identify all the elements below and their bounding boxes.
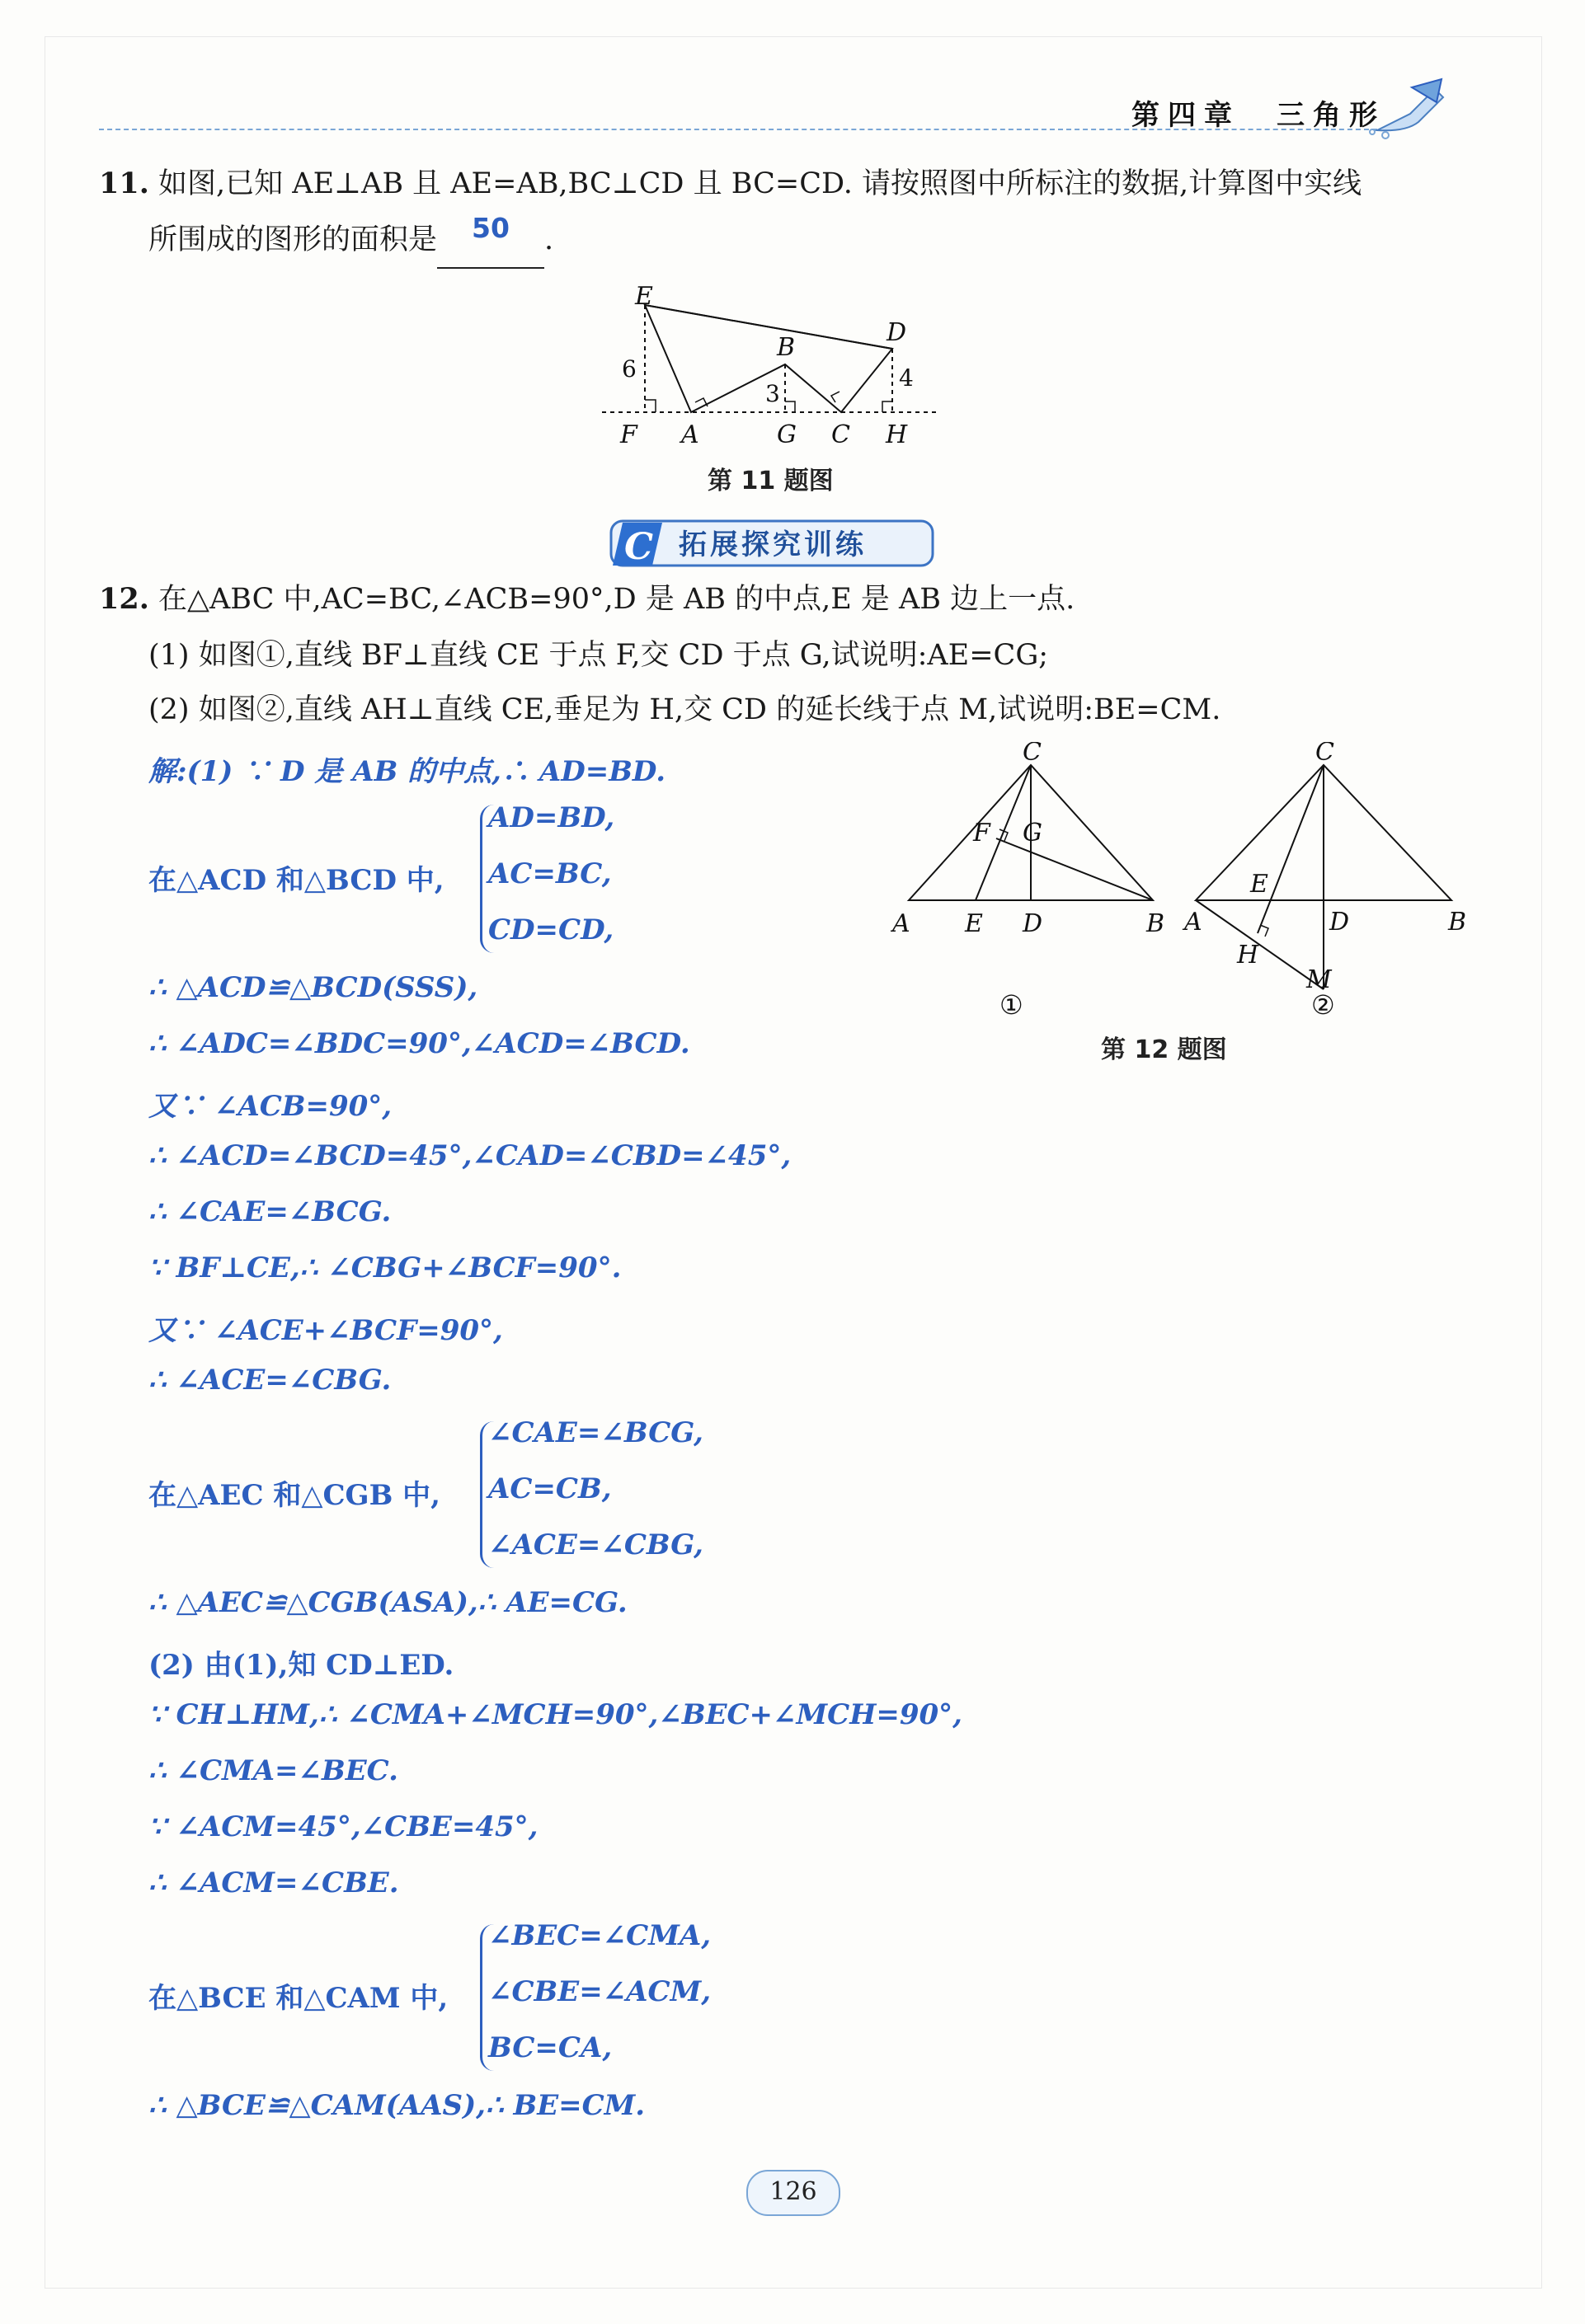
fig12-1-bf	[996, 838, 1153, 900]
fig11-num-4: 4	[899, 364, 914, 392]
fig12-1-label-e: E	[965, 909, 983, 938]
q11-answer-blank	[437, 213, 544, 269]
q11-line2	[148, 213, 553, 269]
solution-line-11: (2) 由(1),知 CD⊥ED.	[148, 1649, 454, 1682]
fig12-1-label-f: F	[973, 819, 990, 847]
fig11-label-e: E	[635, 284, 653, 311]
fig11-caption: 第 11 题图	[708, 467, 834, 495]
fig12-1-label-c: C	[1023, 742, 1042, 767]
q11-period: .	[544, 223, 554, 256]
page-number: 126	[746, 2170, 840, 2216]
fig12-2-label-c: C	[1315, 742, 1334, 767]
system1-line: CD=CD,	[488, 913, 614, 946]
fig12-2-label-m: M	[1306, 965, 1332, 994]
fig12-2-label-d: D	[1329, 908, 1350, 937]
system3-lead: 在△BCE 和△CAM 中,	[148, 1982, 449, 2015]
solution-line-13: ∴ ∠CMA=∠BEC.	[148, 1754, 398, 1787]
fig12-1-label-b: B	[1146, 909, 1165, 938]
q11-answer: 50	[472, 212, 510, 244]
solution-line-2: ∴ △ACD≌△BCD(SSS),	[148, 971, 478, 1004]
solution-line-6: ∴ ∠CAE=∠BCG.	[148, 1195, 392, 1228]
system3-line: BC=CA,	[488, 2031, 613, 2064]
system3-line: ∠BEC=∠CMA,	[488, 1919, 712, 1952]
q11-number: 11.	[99, 167, 149, 200]
solution-line-12: ∵ CH⊥HM,∴ ∠CMA+∠MCH=90°,∠BEC+∠MCH=90°,	[148, 1698, 962, 1731]
solution-line-5: ∴ ∠ACD=∠BCD=45°,∠CAD=∠CBD=∠45°,	[148, 1139, 792, 1172]
fig12-1-number: ①	[999, 989, 1023, 1021]
q12-stem-line	[99, 572, 1075, 627]
system2-line: ∠CAE=∠BCG,	[488, 1416, 703, 1449]
system1-lead: 在△ACD 和△BCD 中,	[148, 864, 444, 897]
fig11-num-3: 3	[765, 380, 780, 407]
fig12-caption: 第 12 题图	[1101, 1035, 1227, 1064]
fig12-2-am	[1196, 900, 1324, 989]
system3-line: ∠CBE=∠ACM,	[488, 1975, 712, 2008]
q12-number: 12.	[99, 582, 149, 616]
solution-line-16: ∴ △BCE≌△CAM(AAS),∴ BE=CM.	[148, 2089, 646, 2122]
fig12-1-label-a: A	[892, 909, 910, 938]
section-c-banner	[606, 511, 944, 574]
fig12-1-label-d: D	[1023, 909, 1043, 938]
fig11-label-h: H	[886, 420, 908, 449]
solution-line-10: ∴ △AEC≌△CGB(ASA),∴ AE=CG.	[148, 1586, 628, 1619]
solution-line-9: ∴ ∠ACE=∠CBG.	[148, 1364, 392, 1397]
fig12-2-label-e: E	[1250, 870, 1268, 899]
fig11-ed-line	[645, 305, 892, 349]
system1-line: AD=BD,	[488, 801, 615, 834]
solution-line-7: ∵ BF⊥CE,∴ ∠CBG+∠BCF=90°.	[148, 1251, 622, 1284]
system2-lead: 在△AEC 和△CGB 中,	[148, 1479, 440, 1512]
section-c-letter: C	[624, 526, 654, 568]
fig11-label-a: A	[681, 420, 699, 449]
solution-line-14: ∵ ∠ACM=45°,∠CBE=45°,	[148, 1810, 539, 1843]
q12-part2: (2) 如图②,直线 AH⊥直线 CE,垂足为 H,交 CD 的延长线于点 M,试说明:BE=CM.	[148, 693, 1221, 726]
q12-part1: (1) 如图①,直线 BF⊥直线 CE 于点 F,交 CD 于点 G,试说明:AE=CG;	[148, 639, 1049, 672]
solution-line-15: ∴ ∠ACM=∠CBE.	[148, 1866, 399, 1899]
fig12-2-ch	[1258, 765, 1324, 933]
fig11-label-g: G	[777, 420, 797, 449]
system2-line: AC=CB,	[488, 1472, 612, 1505]
solution-line-1: 解:(1) ∵ D 是 AB 的中点,∴ AD=BD.	[148, 755, 666, 788]
system1-line: AC=BC,	[488, 857, 612, 890]
fig12-2-label-a: A	[1184, 908, 1202, 937]
pencil-logo-icon	[1361, 73, 1451, 147]
fig12-1-label-g: G	[1023, 819, 1042, 847]
fig11-label-c: C	[831, 420, 850, 449]
fig11-label-d: D	[887, 318, 907, 347]
fig12-2-number: ②	[1311, 989, 1335, 1021]
q12-stem: 在△ABC 中,AC=BC,∠ACB=90°,D 是 AB 的中点,E 是 AB 边上一点.	[158, 583, 1075, 616]
chapter-title: 第四章 三角形	[1131, 99, 1385, 132]
solution-line-8: 又∵ ∠ACE+∠BCF=90°,	[148, 1314, 503, 1347]
solution-line-4: 又∵ ∠ACB=90°,	[148, 1090, 393, 1123]
q11-text-2: 所围成的图形的面积是	[148, 223, 438, 256]
section-c-title: 拓展探究训练	[679, 528, 867, 561]
system2-line: ∠ACE=∠CBG,	[488, 1528, 703, 1561]
q11-text: 如图,已知 AE⊥AB 且 AE=AB,BC⊥CD 且 BC=CD. 请按照图中所标注的数据,计算图中实线	[158, 167, 1362, 200]
fig12-2-label-b: B	[1448, 908, 1467, 937]
solution-line-3: ∴ ∠ADC=∠BDC=90°,∠ACD=∠BCD.	[148, 1027, 690, 1060]
fig11-num-6: 6	[622, 355, 637, 383]
q11-line1	[99, 157, 1362, 211]
figure-11	[602, 284, 948, 449]
fig11-label-f: F	[620, 420, 637, 449]
fig11-label-b: B	[777, 333, 796, 362]
fig12-2-label-h: H	[1237, 941, 1259, 970]
